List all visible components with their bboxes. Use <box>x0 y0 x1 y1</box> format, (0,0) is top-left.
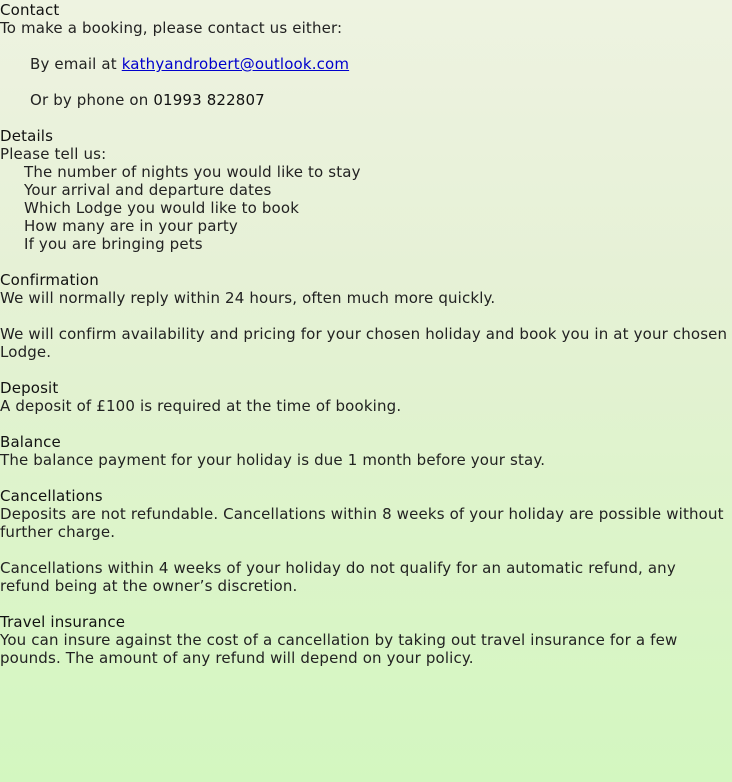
list-item: How many are in your party <box>24 217 238 235</box>
list-item: The number of nights you would like to stay <box>24 163 361 181</box>
contact-heading: Contact <box>0 1 60 19</box>
email-prefix: By email at <box>30 55 122 73</box>
cancellations-text-1: Deposits are not refundable. Cancellations within 8 weeks of your holiday are possible without further charge. <box>0 505 724 541</box>
cancellations-text-2: Cancellations within 4 weeks of your holiday do not qualify for an automatic refund, any refund being at the owner’s discretion. <box>0 559 676 595</box>
phone-number: 01993 822807 <box>153 91 265 109</box>
contact-intro: To make a booking, please contact us either: <box>0 19 343 37</box>
phone-line <box>0 91 730 109</box>
travel-insurance-text: You can insure against the cost of a cancellation by taking out travel insurance for a few pounds. The amount of any refund will depend on your policy. <box>0 631 678 667</box>
confirmation-text-2: We will confirm availability and pricing for your chosen holiday and book you in at your chosen Lodge. <box>0 325 728 361</box>
list-item: Which Lodge you would like to book <box>24 199 300 217</box>
details-intro: Please tell us: <box>0 145 107 163</box>
deposit-text: A deposit of £100 is required at the time of booking. <box>0 397 402 415</box>
travel-insurance-heading: Travel insurance <box>0 613 126 631</box>
list-item: If you are bringing pets <box>24 235 203 253</box>
phone-prefix: Or by phone on <box>30 91 154 109</box>
email-link[interactable]: kathyandrobert@outlook.com <box>121 55 350 73</box>
cancellations-heading: Cancellations <box>0 487 103 505</box>
details-heading: Details <box>0 127 54 145</box>
balance-text: The balance payment for your holiday is due 1 month before your stay. <box>0 451 546 469</box>
list-item: Your arrival and departure dates <box>24 181 272 199</box>
details-list <box>0 163 730 253</box>
confirmation-heading: Confirmation <box>0 271 99 289</box>
email-line <box>0 55 730 73</box>
balance-heading: Balance <box>0 433 61 451</box>
deposit-heading: Deposit <box>0 379 59 397</box>
confirmation-text-1: We will normally reply within 24 hours, often much more quickly. <box>0 289 496 307</box>
booking-info <box>0 1 730 667</box>
